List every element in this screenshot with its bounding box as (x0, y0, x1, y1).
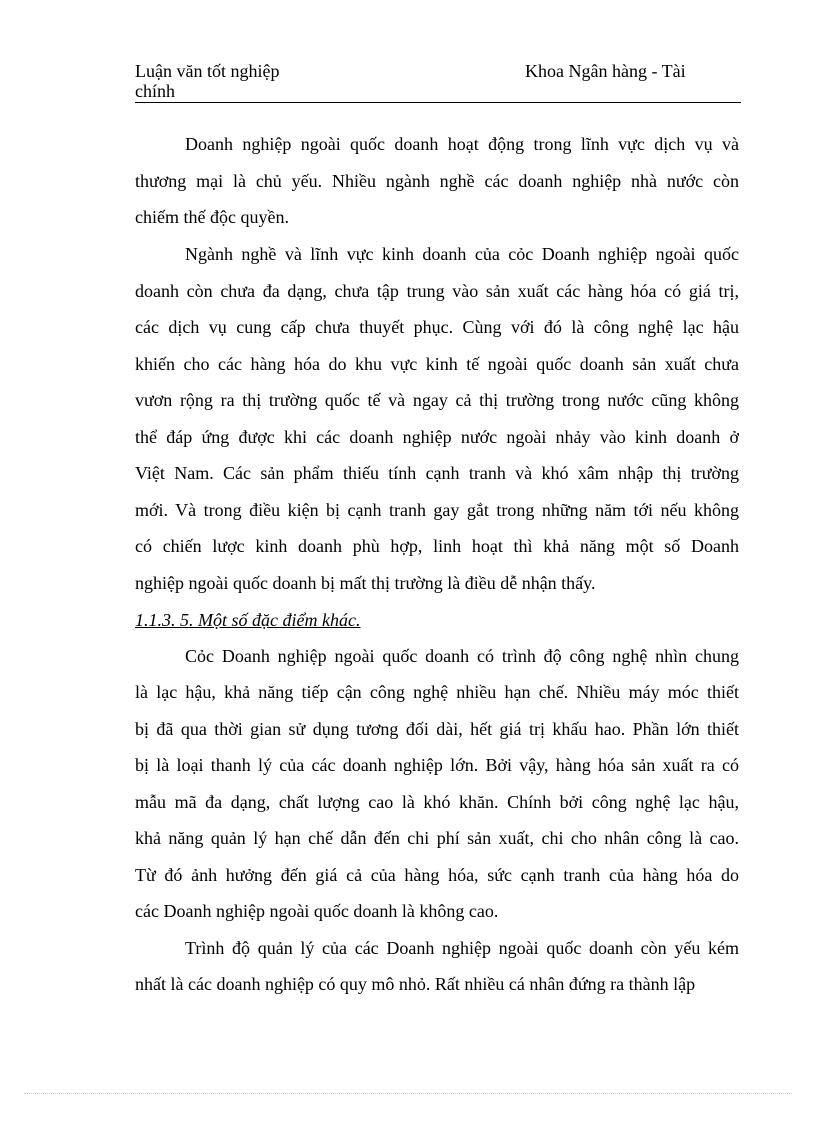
page-bottom-border (24, 1093, 792, 1094)
body-line: Trình độ quản lý của các Doanh nghiệp ngoài quốc doanh còn yếu kém (185, 938, 739, 958)
body-line: mẫu mã đa dạng, chất lượng cao là khó khăn. Chính bởi công nghệ lạc hậu, (135, 792, 739, 812)
body-line: mới. Và trong điều kiện bị cạnh tranh gay gắt trong những năm tới nếu không (135, 500, 739, 520)
body-line: chiếm thế độc quyền. (135, 207, 289, 227)
body-line: Doanh nghiệp ngoài quốc doanh hoạt động trong lĩnh vực dịch vụ và (185, 134, 739, 154)
body-line: các dịch vụ cung cấp chưa thuyết phục. Cùng với đó là công nghệ lạc hậu (135, 317, 739, 337)
body-line: là lạc hậu, khả năng tiếp cận công nghệ nhiều hạn chế. Nhiều máy móc thiết (135, 682, 739, 702)
body-line: nghiệp ngoài quốc doanh bị mất thị trường là điều dễ nhận thấy. (135, 573, 596, 593)
body-line: khả năng quản lý hạn chế dẫn đến chi phí sản xuất, chi cho nhân công là cao. (135, 828, 739, 848)
body-line: Ngành nghề và lĩnh vực kinh doanh của cỏc Doanh nghiệp ngoài quốc (185, 244, 739, 264)
body-line: các Doanh nghiệp ngoài quốc doanh là không cao. (135, 901, 499, 921)
body-line: Cỏc Doanh nghiệp ngoài quốc doanh có trình độ công nghệ nhìn chung (185, 646, 739, 666)
body-line: thương mại là chủ yếu. Nhiều ngành nghề các doanh nghiệp nhà nước còn (135, 171, 739, 191)
body-line: thể đáp ứng được khi các doanh nghiệp nước ngoài nhảy vào kinh doanh ở (135, 427, 739, 447)
body-line: nhất là các doanh nghiệp có quy mô nhỏ. Rất nhiều cá nhân đứng ra thành lập (135, 974, 696, 994)
body-line: bị là loại thanh lý của các doanh nghiệp lớn. Bởi vậy, hàng hóa sản xuất ra có (135, 755, 739, 775)
body-line: có chiến lược kinh doanh phù hợp, linh hoạt thì khả năng một số Doanh (135, 536, 739, 556)
body-line: Từ đó ảnh hưởng đến giá cả của hàng hóa, sức cạnh tranh của hàng hóa do (135, 865, 739, 885)
body-line: khiến cho các hàng hóa do khu vực kinh tế ngoài quốc doanh sản xuất chưa (135, 354, 739, 374)
section-heading: 1.1.3. 5. Một số đặc điểm khác. (135, 610, 361, 630)
body-line: bị đã qua thời gian sử dụng tương đối dài, hết giá trị khấu hao. Phần lớn thiết (135, 719, 739, 739)
page-header (135, 58, 741, 103)
header-faculty-continued: chính (135, 81, 175, 101)
body-line: Việt Nam. Các sản phẩm thiếu tính cạnh tranh và khó xâm nhập thị trường (135, 463, 739, 483)
header-thesis-title: Luận văn tốt nghiệp (135, 61, 280, 81)
header-faculty: Khoa Ngân hàng - Tài (525, 61, 686, 81)
body-line: doanh còn chưa đa dạng, chưa tập trung vào sản xuất các hàng hóa có giá trị, (135, 281, 739, 301)
body-line: vươn rộng ra thị trường quốc tế và ngay cả thị trường trong nước cũng không (135, 390, 739, 410)
